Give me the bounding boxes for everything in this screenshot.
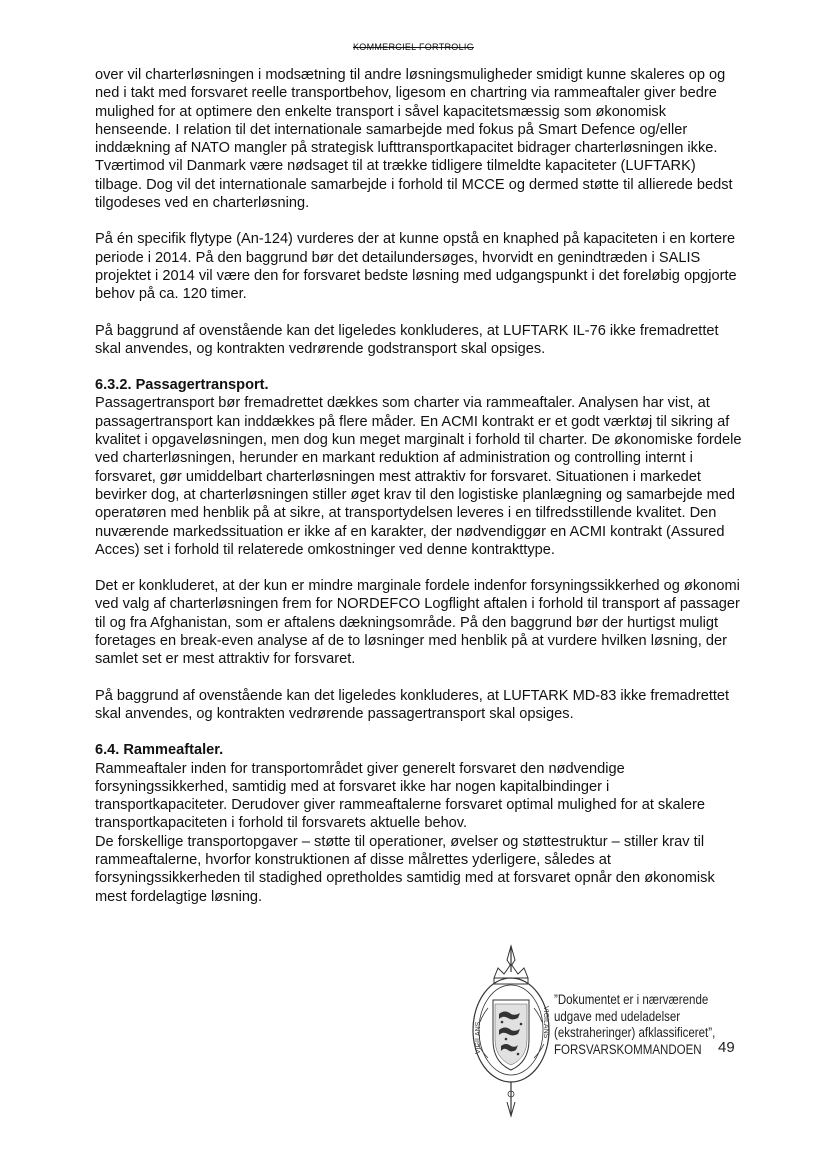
paragraph-4: Passagertransport bør fremadrettet dækkes som charter via rammeaftaler. Analysen har vist, at passagertransport kan inddækkes på flere måder. En ACMI kontrakt er et godt værktøj til sikring af kvalitet i opgaveløsningen, men dog kun meget marginalt i forhold til charter. De økonomiske fordele ved charterløsningen, herunder en markant reduktion af administration og controlling internt i forsvaret, gør umiddelbart charterløsningen mest attraktiv for forsvaret. Situationen i markedet bevirker dog, at charterløsningen stiller øget krav til den logistiske planlægning og samarbejde med operatøren med henblik på at sikre, at transportydelsen leveres i en tilfredsstillende kvalitet. Den nuværende markedssituation er ikke af en karakter, der nødvendiggør en ACMI kontrakt (Assured Acces) set i forhold til relaterede omkostninger ved denne kontrakttype.	[95, 395, 742, 558]
paragraph-3: På baggrund af ovenstående kan det ligeledes konkluderes, at LUFTARK IL-76 ikke fremadrettet skal anvendes, og kontrakten vedrørende godstransport skal opsiges.	[95, 322, 719, 357]
section-heading-6-3-2: 6.3.2. Passagertransport.	[95, 377, 269, 394]
page-number: 49	[718, 1039, 735, 1056]
forsvarskommandoen-seal-icon	[466, 944, 556, 1119]
paragraph-1: over vil charterløsningen i modsætning til andre løsningsmuligheder smidigt kunne skaleres op og ned i takt med forsvaret reelle transportbehov, ligesom en chartring via rammeaftaler giver bedre mulighed for at optimere den enkelte transport i såvel kapacitetsmæssig som økonomisk henseende. I relation til det internationale samarbejde med fokus på Smart Defence og/eller inddækning af NATO mangler på strategisk lufttransportkapacitet bidrager charterløsningen ikke. Tværtimod vil Danmark være nødsaget til at trække tidligere tilmeldte kapaciteter (LUFTARK) tilbage. Dog vil det internationale samarbejde i forhold til MCCE og dermed støtte til allierede bedst tilgodeses ved en charterløsning.	[95, 67, 733, 212]
declassification-stamp	[554, 992, 726, 1058]
declassification-line-2: udgave med udeladelser	[554, 1008, 681, 1024]
paragraph-2: På én specifik flytype (An-124) vurderes der at kunne opstå en knaphed på kapaciteten i en kortere periode i 2014. På den baggrund bør det detailundersøges, hvorvidt en genindtræden i SALIS projektet i 2014 vil være den for forsvaret bedste løsning med udgangspunkt i det foreløbig opgjorte behov på ca. 120 timer.	[95, 231, 737, 303]
paragraph-8: De forskellige transportopgaver – støtte til operationer, øvelser og støttestruktur – stiller krav til rammeaftalerne, hvorfor konstruktionen af disse målrettes yderligere, således at forsyningssikkerheden til stadighed opretholdes samtidig med at forsvaret opnår den økonomisk mest fordelagtige løsning.	[95, 833, 715, 905]
seal-text-right: VIGILANS	[542, 1006, 549, 1039]
declassification-line-1: ”Dokumentet er i nærværende	[554, 992, 709, 1007]
section-heading-6-4: 6.4. Rammeaftaler.	[95, 742, 224, 759]
document-body	[95, 66, 745, 924]
classification-header	[0, 42, 827, 52]
declassification-line-3: (ekstraheringer) afklassificeret”,	[554, 1025, 716, 1041]
seal-text-left: VIGILANS	[475, 1021, 482, 1054]
classification-text: KOMMERCIEL FORTROLIG	[352, 42, 474, 52]
paragraph-5: Det er konkluderet, at der kun er mindre marginale fordele indenfor forsyningssikkerhed og økonomi ved valg af charterløsningen frem for NORDEFCO Logflight aftalen i forhold til transport af passager til og fra Afghanistan, som er aftalens dækningsområde. På den baggrund bør der hurtigst muligt foretages en break-even analyse af de to løsninger med henblik på at vurdere hvilken løsning, der samlet set er mest attraktiv for forsvaret.	[95, 578, 740, 668]
declassification-line-4: FORSVARSKOMMANDOEN	[554, 1041, 702, 1057]
paragraph-7: Rammeaftaler inden for transportområdet giver generelt forsvaret den nødvendige forsyningssikkerhed, samtidig med at forsvaret ikke har nogen kapitalbindinger i transportkapaciteter. Derudover giver rammeaftalerne forsvaret optimal mulighed for at skalere transportkapaciteten i forhold til forsvarets aktuelle behov.	[95, 760, 705, 832]
paragraph-6: På baggrund af ovenstående kan det ligeledes konkluderes, at LUFTARK MD-83 ikke fremadrettet skal anvendes, og kontrakten vedrørende passagertransport skal opsiges.	[95, 687, 730, 722]
